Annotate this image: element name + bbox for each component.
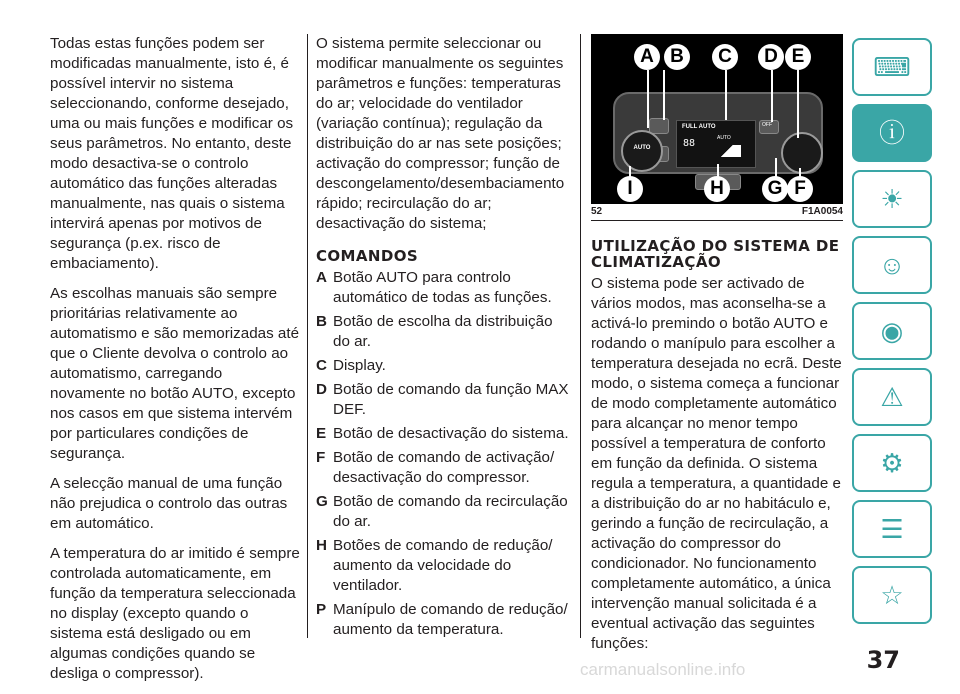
item-key: D — [316, 381, 327, 398]
column-left — [50, 34, 300, 694]
callout-i: I — [617, 176, 643, 202]
item-text: Botão de desactivação do sistema. — [333, 425, 569, 442]
figure-block — [591, 34, 843, 230]
display-label: FULL AUTO — [682, 124, 716, 130]
item-text: Display. — [333, 357, 386, 374]
callout-h: H — [704, 176, 730, 202]
item-text: Botão de escolha da distribuição do ar. — [333, 313, 553, 350]
callout-leader — [663, 70, 665, 120]
climate-panel-figure — [591, 34, 843, 204]
list-item — [316, 380, 572, 420]
airbag-icon: ☺ — [878, 250, 906, 280]
temperature-knob — [781, 132, 823, 174]
index-icon: ☆ — [880, 580, 904, 610]
tab-lights[interactable] — [852, 170, 932, 228]
figure-number: 52 — [591, 206, 603, 217]
display-auto: AUTO — [717, 135, 731, 141]
item-key: A — [316, 269, 327, 286]
car-info-icon: ⓘ — [878, 118, 905, 148]
column-right — [591, 34, 843, 664]
list-item — [316, 536, 572, 596]
lights-icon: ☀ — [880, 184, 904, 214]
column-divider — [580, 34, 581, 638]
section-heading-comandos: COMANDOS — [316, 247, 419, 265]
figure-code: F1A0054 — [801, 206, 843, 217]
tab-car-info[interactable] — [852, 104, 932, 162]
callout-g: G — [762, 176, 788, 202]
tab-car-service[interactable] — [852, 434, 932, 492]
tab-airbag[interactable] — [852, 236, 932, 294]
item-text: Botão AUTO para controlo automático de todas as funções. — [333, 269, 552, 306]
item-text: Manípulo de comando de redução/ aumento da temperatura. — [333, 601, 568, 638]
callout-c: C — [712, 44, 738, 70]
list-item — [316, 268, 572, 308]
column-divider — [307, 34, 308, 638]
car-dashboard-icon: ⌨ — [873, 52, 911, 82]
callout-d: D — [758, 44, 784, 70]
callout-leader — [797, 70, 799, 138]
list-item — [316, 448, 572, 488]
page-number: 37 — [866, 646, 900, 674]
item-text: Botão de comando da função MAX DEF. — [333, 381, 569, 418]
tab-car-dashboard[interactable] — [852, 38, 932, 96]
paragraph: A selecção manual de uma função não prejudica o controlo das outras em automático. — [50, 475, 288, 532]
display-digits: 88 — [683, 138, 696, 149]
callout-a: A — [634, 44, 660, 70]
item-key: G — [316, 493, 328, 510]
panel-display — [676, 120, 756, 168]
auto-knob-label: AUTO — [633, 145, 651, 151]
item-text: Botão de comando da recirculação do ar. — [333, 493, 568, 530]
tab-warning-road[interactable] — [852, 368, 932, 426]
tab-index[interactable] — [852, 566, 932, 624]
tab-technical-data[interactable] — [852, 500, 932, 558]
technical-data-icon: ☰ — [880, 514, 904, 544]
warning-road-icon: ⚠ — [880, 382, 904, 412]
paragraph: O sistema pode ser activado de vários modos, mas aconselha-se a activá-lo premindo o botão AUTO e rodando o manípulo para escolher a temperatura desejada no ecrã. Deste modo, o sistema começa a funcionar de modo completamente automático para alcançar no menor tempo possível a temperatura de conforto em função da definida. O sistema regula a temperatura, a quantidade e a distribuição do ar no habitáculo e, gerindo a função de recirculação, a activação do compressor do condicionador. No funcionamento completamente automático, a única intervenção manual solicitada é a eventual activação das seguintes funções: — [591, 275, 842, 652]
callout-e: E — [785, 44, 811, 70]
controls-list — [316, 268, 572, 640]
item-key: H — [316, 537, 327, 554]
auto-knob — [621, 130, 663, 172]
callout-leader — [771, 70, 773, 122]
list-item — [316, 424, 572, 444]
intro-paragraph: O sistema permite seleccionar ou modificar manualmente os seguintes parâmetros e funções: temperaturas do ar; velocidade do ventilador (variação contínua); regulação da distribuição do ar nas sete posições; activação do compressor; função de descongelamento/desembaciamento rápido; recirculação do ar; desactivação do sistema; — [316, 35, 565, 232]
callout-b: B — [664, 44, 690, 70]
list-item — [316, 600, 572, 640]
column-middle — [316, 34, 572, 644]
callout-f: F — [787, 176, 813, 202]
item-key: P — [316, 601, 327, 618]
item-text: Botão de comando de activação/ desactivação do compressor. — [333, 449, 555, 486]
chapter-tabs — [852, 38, 940, 632]
section-heading-utilizacao: UTILIZAÇÃO DO SISTEMA DE CLIMATIZAÇÃO — [591, 237, 840, 271]
off-button — [759, 120, 779, 134]
item-text: Botões de comando de redução/ aumento da velocidade do ventilador. — [333, 537, 553, 594]
item-key: E — [316, 425, 327, 442]
callout-leader — [725, 70, 727, 120]
paragraph: A temperatura do ar imitido é sempre controlada automaticamente, em função da temperatura seleccionada no display (excepto quando o sistema está desligado ou em algumas condições quando se desliga o compressor). — [50, 545, 300, 682]
item-key: B — [316, 313, 327, 330]
item-key: C — [316, 357, 327, 374]
callout-leader — [647, 70, 649, 128]
paragraph: As escolhas manuais são sempre prioritárias relativamente ao automatismo e são memorizadas até que o Cliente devolva o controlo ao automatismo, carregando novamente no botão AUTO, excepto nos casos em que sistema intervém por particulares condições de segurança. — [50, 285, 300, 462]
paragraph: Todas estas funções podem ser modificadas manualmente, isto é, é possível intervir no sistema seleccionando, conforme desejado, uma ou mais funções e modificar os seus parâmetros. No entanto, deste modo desactiva-se o controlo automático das funções alteradas manualmente, nas quais o sistema intervirá apenas por motivos de segurança (p.ex. risco de embaciamento). — [50, 35, 294, 272]
watermark: carmanualsonline.info — [580, 660, 746, 679]
car-service-icon: ⚙ — [880, 448, 904, 478]
off-label: OFF — [762, 122, 772, 128]
list-item — [316, 356, 572, 376]
list-item — [316, 492, 572, 532]
steering-wheel-icon: ◉ — [880, 316, 904, 346]
item-key: F — [316, 449, 326, 466]
list-item — [316, 312, 572, 352]
display-fan-bar — [713, 145, 741, 157]
figure-rule — [591, 220, 843, 221]
tab-steering-wheel[interactable] — [852, 302, 932, 360]
